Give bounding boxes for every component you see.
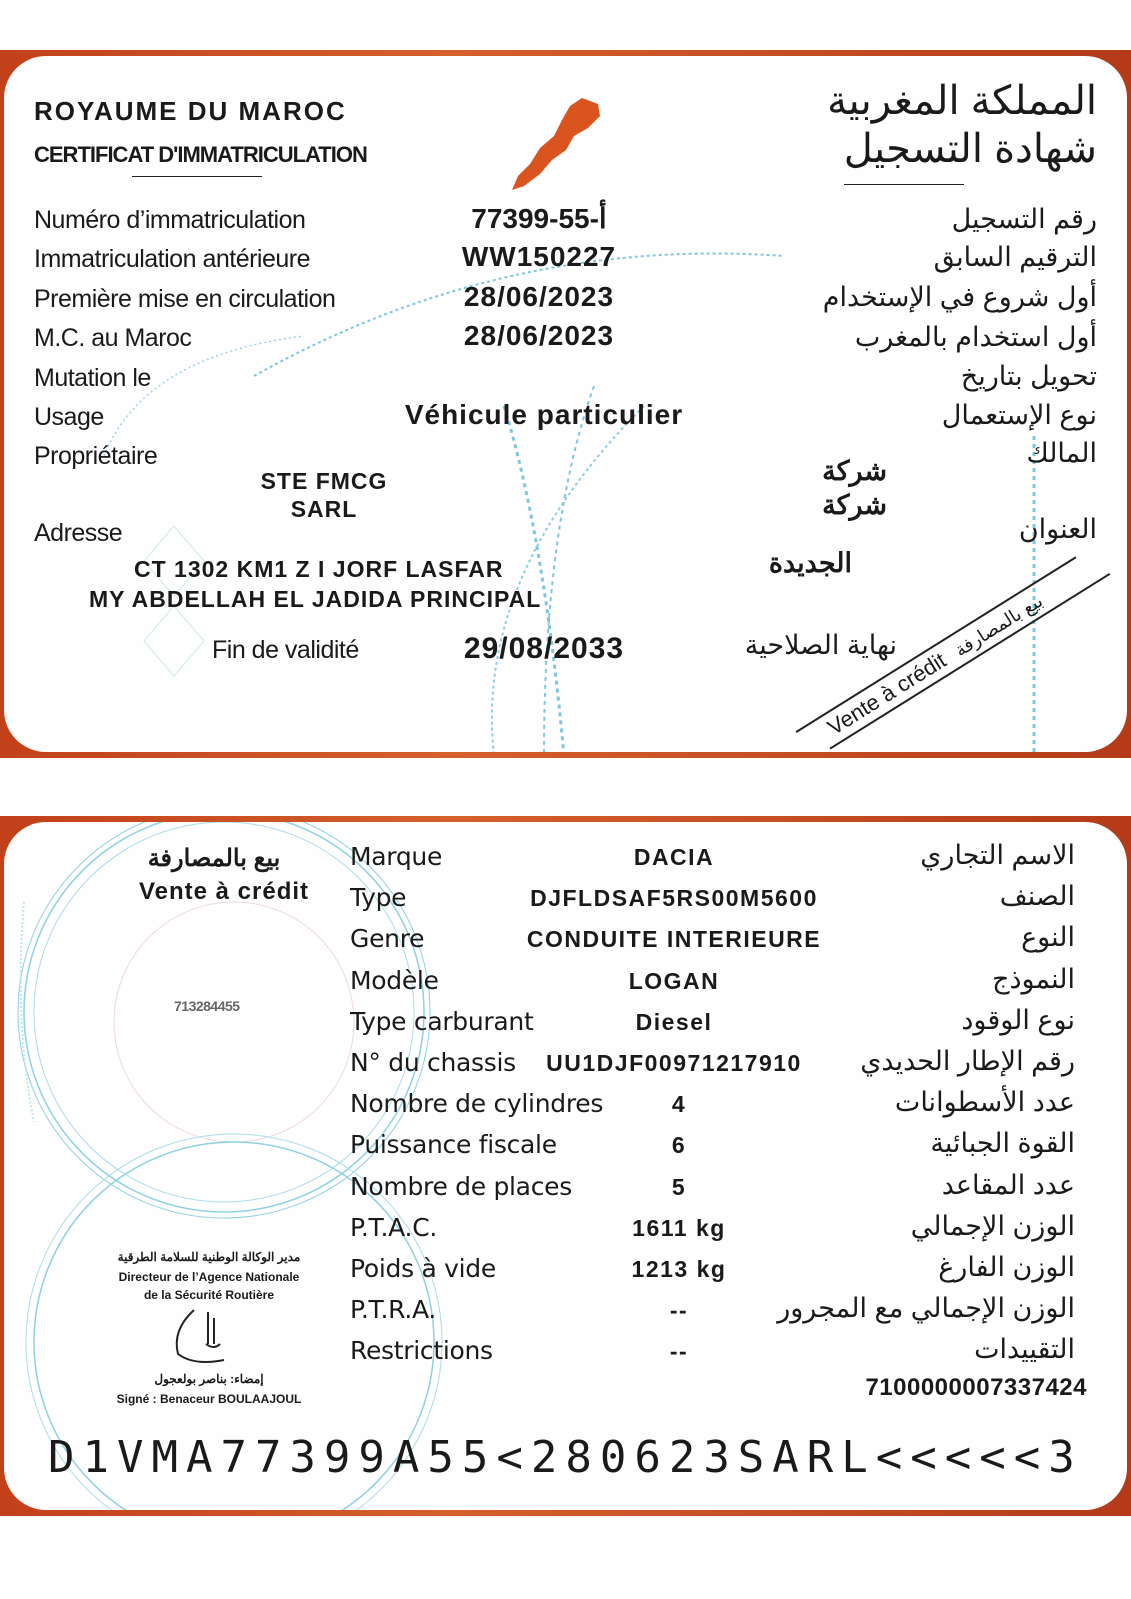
mrz-line: D1VMA77399A55<280623SARL<<<<<3 [48, 1432, 1083, 1483]
stamp-text-fr: Vente à crédit [823, 647, 951, 740]
signed-name-fr: Signé : Benaceur BOULAAJOUL [116, 1392, 302, 1406]
field-label-fr: M.C. au Maroc [34, 324, 192, 352]
vehicle-field-value: 4 [671, 1091, 687, 1117]
validity-label-fr: Fin de validité [212, 636, 359, 664]
vehicle-field-label-fr: Marque [350, 842, 443, 871]
signer-title-fr-line1: Directeur de l’Agence Nationale [118, 1270, 300, 1284]
credit-sale-fr: Vente à crédit [138, 878, 310, 905]
address-city-ar: الجديدة [768, 548, 852, 578]
address-line1: CT 1302 KM1 Z I JORF LASFAR [134, 556, 504, 582]
stamp-line-bottom [829, 573, 1110, 750]
first-circulation-date: 28/06/2023 [463, 281, 615, 312]
vehicle-field-value: DJFLDSAF5RS00M5600 [530, 885, 818, 911]
document-title-fr: CERTIFICAT D'IMMATRICULATION [34, 142, 367, 167]
signer-title-ar: مدير الوكالة الوطنية للسلامة الطرقية [117, 1250, 301, 1264]
signed-name-ar: إمضاء: بناصر بولعجول [154, 1372, 264, 1386]
vehicle-field-label-ar: عدد المقاعد [941, 1170, 1075, 1200]
vehicle-field-label-ar: الصنف [999, 881, 1075, 911]
owner-name-line1: STE FMCG [260, 468, 388, 494]
vehicle-field-label-ar: الاسم التجاري [920, 840, 1075, 870]
field-label-ar: أول استخدام بالمغرب [854, 322, 1097, 352]
vehicle-field-label-fr: P.T.A.C. [350, 1213, 437, 1242]
validity-date: 29/08/2033 [463, 632, 625, 665]
vehicle-field-value: UU1DJF00971217910 [546, 1050, 802, 1076]
previous-registration: WW150227 [461, 241, 617, 272]
owner-name-line2: SARL [290, 496, 358, 522]
field-label-ar: رقم التسجيل [951, 204, 1097, 234]
vehicle-field-value: 1611 kg [632, 1215, 726, 1241]
document-number: 7100000007337424 [865, 1374, 1087, 1401]
country-name-ar: المملكة المغربية [827, 79, 1097, 123]
vehicle-field-value: CONDUITE INTERIEURE [526, 926, 822, 952]
serial-number: 713284455 [174, 998, 240, 1014]
vehicle-field-label-fr: N° du chassis [350, 1048, 516, 1077]
owner-name-ar-line1: شركة [822, 456, 887, 486]
vehicle-field-label-ar: الوزن الإجمالي [910, 1211, 1075, 1241]
certificate-back [0, 816, 1131, 1516]
field-label-ar: الترقيم السابق [933, 242, 1097, 272]
address-label-fr: Adresse [34, 519, 123, 547]
field-label-fr: Usage [34, 403, 104, 431]
credit-sale-ar: بيع بالمصارفة [147, 845, 281, 872]
usage-value: Véhicule particulier [404, 399, 684, 430]
vehicle-field-value: 6 [671, 1132, 687, 1158]
morocco-map-icon [504, 94, 604, 194]
registration-number: 77399-أ-55 [471, 203, 607, 234]
vehicle-field-value: -- [669, 1297, 689, 1323]
vehicle-field-label-ar: النوع [1021, 922, 1075, 952]
title-underline-ar [844, 184, 964, 185]
field-label-ar: تحويل بتاريخ [960, 361, 1097, 391]
vehicle-field-label-fr: Nombre de places [350, 1172, 572, 1201]
signer-title-fr-line2: de la Sécurité Routière [143, 1288, 275, 1302]
vehicle-field-label-ar: عدد الأسطوانات [894, 1087, 1075, 1117]
field-label-fr: Propriétaire [34, 442, 158, 470]
vehicle-field-label-fr: Poids à vide [350, 1254, 496, 1283]
mc-morocco-date: 28/06/2023 [463, 320, 615, 351]
document-title-ar: شهادة التسجيل [843, 127, 1097, 171]
vehicle-field-label-fr: Genre [350, 924, 425, 953]
vehicle-field-label-fr: Type carburant [350, 1007, 534, 1036]
front-card-surface [4, 56, 1127, 752]
vehicle-field-label-fr: P.T.R.A. [350, 1295, 437, 1324]
vehicle-field-value: 1213 kg [631, 1256, 727, 1282]
vehicle-field-value: DACIA [633, 844, 715, 870]
vehicle-field-label-ar: النموذج [992, 964, 1075, 994]
vehicle-field-label-fr: Puissance fiscale [350, 1130, 557, 1159]
vehicle-field-label-fr: Nombre de cylindres [350, 1089, 604, 1118]
owner-name-ar-line2: شركة [822, 490, 887, 520]
vehicle-field-value: 5 [671, 1174, 687, 1200]
vehicle-field-label-ar: نوع الوقود [961, 1005, 1075, 1035]
field-label-fr: Première mise en circulation [34, 285, 336, 313]
vehicle-field-label-fr: Modèle [350, 966, 439, 995]
signature-icon [164, 1300, 244, 1370]
field-label-ar: أول شروع في الإستخدام [822, 282, 1097, 312]
vehicle-field-label-ar: القوة الجبائية [930, 1128, 1075, 1158]
field-label-fr: Mutation le [34, 364, 151, 392]
back-card-surface [4, 822, 1127, 1510]
field-label-fr: Numéro d’immatriculation [34, 206, 306, 234]
country-name-fr: ROYAUME DU MAROC [34, 96, 347, 126]
vehicle-field-label-fr: Restrictions [350, 1336, 493, 1365]
validity-label-ar: نهاية الصلاحية [744, 630, 897, 660]
field-label-fr: Immatriculation antérieure [34, 245, 311, 273]
vehicle-field-label-ar: التقييدات [974, 1334, 1075, 1364]
field-label-ar: المالك [1026, 438, 1097, 468]
certificate-front [0, 50, 1131, 758]
vehicle-field-label-ar: رقم الإطار الحديدي [860, 1046, 1075, 1076]
vehicle-field-value: LOGAN [628, 968, 720, 994]
vehicle-field-label-ar: الوزن الفارغ [938, 1252, 1075, 1282]
title-underline [132, 176, 262, 177]
vehicle-field-label-ar: الوزن الإجمالي مع المجرور [777, 1293, 1075, 1323]
field-label-ar: نوع الإستعمال [941, 400, 1097, 430]
vehicle-field-value: -- [669, 1338, 689, 1364]
vehicle-field-value: Diesel [635, 1009, 713, 1035]
vehicle-field-label-fr: Type [350, 883, 407, 912]
stamp-text-ar: بيع بالمصارفة [951, 590, 1047, 661]
address-line2: MY ABDELLAH EL JADIDA PRINCIPAL [89, 586, 542, 612]
address-label-ar: العنوان [1018, 514, 1097, 544]
